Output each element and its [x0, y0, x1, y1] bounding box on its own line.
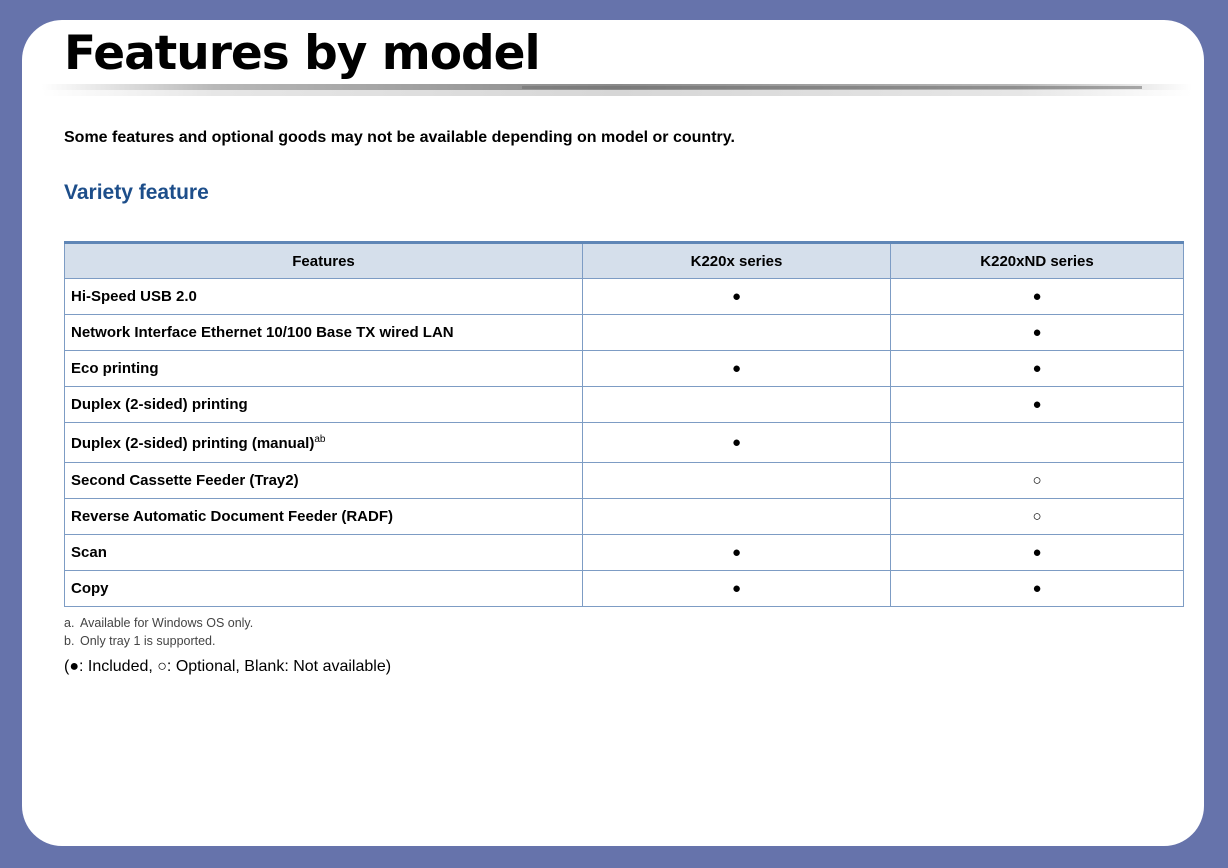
k220xnd-mark: ● — [891, 535, 1184, 571]
k220xnd-mark — [891, 423, 1184, 463]
feature-name: Duplex (2-sided) printing (manual) — [71, 434, 315, 452]
availability-note: Some features and optional goods may not be available depending on model or country. — [64, 129, 735, 146]
table-row — [65, 351, 1184, 387]
table-row — [65, 387, 1184, 423]
footnote-reference: ab — [314, 433, 326, 445]
table-row — [65, 571, 1184, 607]
k220x-mark: ● — [583, 423, 891, 463]
page-title: Features by model — [64, 26, 540, 81]
feature-name: Hi-Speed USB 2.0 — [65, 279, 583, 315]
k220xnd-mark: ● — [891, 571, 1184, 607]
document-page — [22, 20, 1204, 846]
k220x-mark — [583, 463, 891, 499]
feature-name: Scan — [65, 535, 583, 571]
header-k220x: K220x series — [583, 243, 891, 279]
title-divider — [42, 84, 1192, 96]
feature-name: Network Interface Ethernet 10/100 Base TX wired LAN — [65, 315, 583, 351]
footnote-a — [64, 614, 253, 632]
feature-name: Copy — [65, 571, 583, 607]
table-row — [65, 499, 1184, 535]
section-heading: Variety feature — [64, 181, 209, 204]
k220xnd-mark: ○ — [891, 499, 1184, 535]
k220xnd-mark: ● — [891, 351, 1184, 387]
table-row — [65, 279, 1184, 315]
table-header-row — [65, 243, 1184, 279]
footnote-letter: a. — [64, 616, 75, 630]
feature-name: Second Cassette Feeder (Tray2) — [65, 463, 583, 499]
footnotes — [64, 614, 253, 650]
k220xnd-mark: ○ — [891, 463, 1184, 499]
footnote-text: Only tray 1 is supported. — [80, 634, 216, 648]
header-k220xnd: K220xND series — [891, 243, 1184, 279]
table-row — [65, 535, 1184, 571]
k220x-mark — [583, 315, 891, 351]
k220x-mark — [583, 387, 891, 423]
features-table — [64, 241, 1184, 607]
k220x-mark: ● — [583, 535, 891, 571]
footnote-b — [64, 632, 253, 650]
k220xnd-mark: ● — [891, 387, 1184, 423]
k220x-mark — [583, 499, 891, 535]
k220x-mark: ● — [583, 571, 891, 607]
k220xnd-mark: ● — [891, 315, 1184, 351]
feature-name: Eco printing — [65, 351, 583, 387]
feature-name-cell — [65, 423, 583, 463]
header-features: Features — [65, 243, 583, 279]
feature-name: Duplex (2-sided) printing — [65, 387, 583, 423]
footnote-letter: b. — [64, 634, 75, 648]
footnote-text: Available for Windows OS only. — [80, 616, 254, 630]
table-row — [65, 315, 1184, 351]
table-row — [65, 423, 1184, 463]
table-row — [65, 463, 1184, 499]
k220x-mark: ● — [583, 279, 891, 315]
legend-note: (●: Included, ○: Optional, Blank: Not available) — [64, 658, 392, 675]
k220xnd-mark: ● — [891, 279, 1184, 315]
k220x-mark: ● — [583, 351, 891, 387]
feature-name: Reverse Automatic Document Feeder (RADF) — [65, 499, 583, 535]
